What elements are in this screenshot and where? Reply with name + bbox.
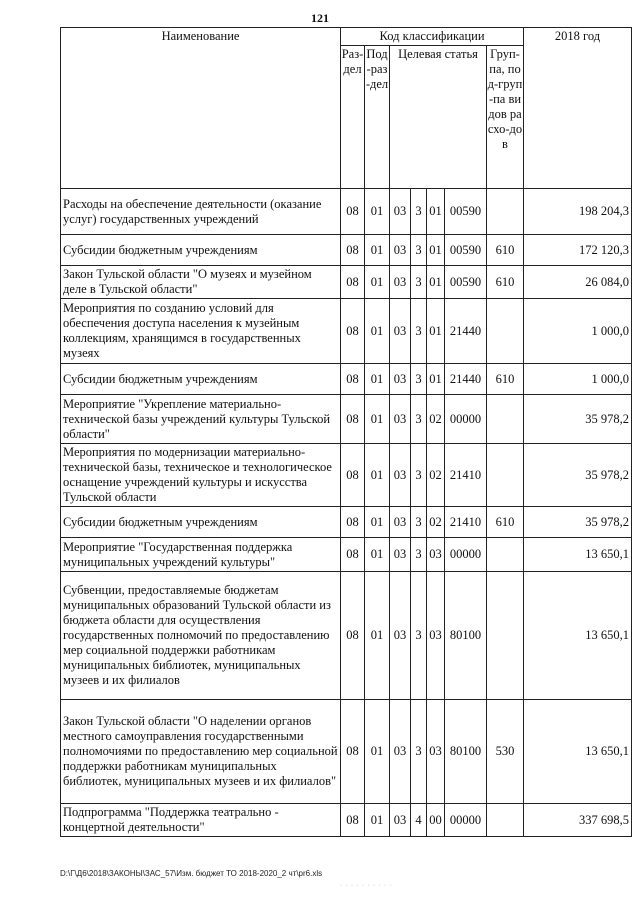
row-name: Расходы на обеспечение деятельности (оказание услуг) государственных учреждений bbox=[61, 189, 341, 235]
table-row bbox=[61, 299, 632, 364]
row-expense-group bbox=[487, 572, 524, 700]
file-path-footer: D:\Г\Д6\2018\ЗАКОНЫ\ЗАС_57\Изм. бюджет ТО 2018-2020_2 чт\pr6.xls bbox=[60, 869, 323, 878]
row-expense-group bbox=[487, 804, 524, 837]
table-row bbox=[61, 507, 632, 538]
row-section: 08 bbox=[341, 299, 365, 364]
row-expense-group bbox=[487, 299, 524, 364]
row-amount: 26 084,0 bbox=[524, 266, 632, 299]
row-subsection: 01 bbox=[365, 572, 390, 700]
row-target-direction: 00590 bbox=[445, 235, 487, 266]
row-target-direction: 80100 bbox=[445, 700, 487, 804]
row-section: 08 bbox=[341, 572, 365, 700]
row-amount: 35 978,2 bbox=[524, 395, 632, 444]
row-subsection: 01 bbox=[365, 507, 390, 538]
row-target-subprogram: 3 bbox=[411, 538, 427, 572]
row-name: Субвенции, предоставляемые бюджетам муниципальных образований Тульской области из бюджета области для осуществления государственных полномочий по предоставлению мер социальной поддержки работникам муниципальных библиотек, муниципальных музеев и их филиалов bbox=[61, 572, 341, 700]
row-target-subprogram: 3 bbox=[411, 266, 427, 299]
row-expense-group: 610 bbox=[487, 364, 524, 395]
scan-stamp: · · · · · · · · · · bbox=[340, 883, 393, 889]
row-name: Субсидии бюджетным учреждениям bbox=[61, 235, 341, 266]
table-row bbox=[61, 235, 632, 266]
row-target-event: 00 bbox=[427, 804, 445, 837]
row-target-program: 03 bbox=[390, 189, 411, 235]
row-target-subprogram: 3 bbox=[411, 572, 427, 700]
table-row bbox=[61, 538, 632, 572]
row-name: Субсидии бюджетным учреждениям bbox=[61, 364, 341, 395]
row-target-subprogram: 3 bbox=[411, 395, 427, 444]
header-subsection: Под-раз-дел bbox=[365, 46, 390, 189]
header-group: Груп-па, под-груп-па видов расхо-дов bbox=[487, 46, 524, 189]
row-section: 08 bbox=[341, 444, 365, 507]
row-subsection: 01 bbox=[365, 235, 390, 266]
row-amount: 35 978,2 bbox=[524, 444, 632, 507]
row-expense-group bbox=[487, 189, 524, 235]
row-target-subprogram: 3 bbox=[411, 444, 427, 507]
row-target-subprogram: 4 bbox=[411, 804, 427, 837]
row-subsection: 01 bbox=[365, 299, 390, 364]
row-name: Мероприятие "Укрепление материально-технической базы учреждений культуры Тульской области" bbox=[61, 395, 341, 444]
row-expense-group bbox=[487, 395, 524, 444]
row-subsection: 01 bbox=[365, 364, 390, 395]
row-section: 08 bbox=[341, 804, 365, 837]
row-subsection: 01 bbox=[365, 395, 390, 444]
table-row bbox=[61, 395, 632, 444]
row-subsection: 01 bbox=[365, 266, 390, 299]
header-classification: Код классификации bbox=[341, 28, 524, 46]
row-name: Подпрограмма "Поддержка театрально - концертной деятельности" bbox=[61, 804, 341, 837]
budget-table bbox=[60, 27, 632, 837]
row-target-program: 03 bbox=[390, 507, 411, 538]
row-expense-group: 610 bbox=[487, 235, 524, 266]
header-year: 2018 год bbox=[524, 28, 632, 189]
table-row bbox=[61, 444, 632, 507]
row-target-program: 03 bbox=[390, 395, 411, 444]
row-name: Мероприятия по модернизации материально-технической базы, техническое и технологическое оснащение учреждений культуры и искусства Тульской области bbox=[61, 444, 341, 507]
row-expense-group: 610 bbox=[487, 507, 524, 538]
row-expense-group: 610 bbox=[487, 266, 524, 299]
table-row bbox=[61, 364, 632, 395]
row-target-event: 03 bbox=[427, 700, 445, 804]
row-subsection: 01 bbox=[365, 804, 390, 837]
row-target-program: 03 bbox=[390, 538, 411, 572]
row-amount: 198 204,3 bbox=[524, 189, 632, 235]
row-target-program: 03 bbox=[390, 266, 411, 299]
row-target-event: 02 bbox=[427, 444, 445, 507]
row-target-direction: 00000 bbox=[445, 395, 487, 444]
row-target-direction: 21410 bbox=[445, 507, 487, 538]
row-target-direction: 21410 bbox=[445, 444, 487, 507]
row-target-program: 03 bbox=[390, 700, 411, 804]
row-section: 08 bbox=[341, 700, 365, 804]
row-target-program: 03 bbox=[390, 299, 411, 364]
row-name: Закон Тульской области "О музеях и музейном деле в Тульской области" bbox=[61, 266, 341, 299]
row-target-program: 03 bbox=[390, 235, 411, 266]
row-target-event: 02 bbox=[427, 395, 445, 444]
row-expense-group bbox=[487, 444, 524, 507]
row-section: 08 bbox=[341, 364, 365, 395]
table-body bbox=[61, 189, 632, 837]
table-row bbox=[61, 700, 632, 804]
row-amount: 13 650,1 bbox=[524, 700, 632, 804]
table-row bbox=[61, 266, 632, 299]
row-amount: 13 650,1 bbox=[524, 538, 632, 572]
row-target-program: 03 bbox=[390, 364, 411, 395]
row-amount: 35 978,2 bbox=[524, 507, 632, 538]
row-target-direction: 00590 bbox=[445, 266, 487, 299]
row-target-program: 03 bbox=[390, 444, 411, 507]
row-amount: 13 650,1 bbox=[524, 572, 632, 700]
row-target-subprogram: 3 bbox=[411, 235, 427, 266]
row-amount: 1 000,0 bbox=[524, 364, 632, 395]
row-target-direction: 21440 bbox=[445, 364, 487, 395]
row-expense-group: 530 bbox=[487, 700, 524, 804]
row-subsection: 01 bbox=[365, 444, 390, 507]
row-target-event: 03 bbox=[427, 572, 445, 700]
row-target-event: 01 bbox=[427, 299, 445, 364]
row-target-event: 01 bbox=[427, 189, 445, 235]
row-amount: 1 000,0 bbox=[524, 299, 632, 364]
row-target-event: 03 bbox=[427, 538, 445, 572]
row-target-event: 02 bbox=[427, 507, 445, 538]
table-row bbox=[61, 804, 632, 837]
header-target: Целевая статья bbox=[390, 46, 487, 189]
row-section: 08 bbox=[341, 266, 365, 299]
row-name: Закон Тульской области "О наделении органов местного самоуправления государственными полномочиями по предоставлению мер социальной поддержки работникам муниципальных библиотек, муниципальных музеев и их филиалов" bbox=[61, 700, 341, 804]
row-target-program: 03 bbox=[390, 572, 411, 700]
row-target-subprogram: 3 bbox=[411, 700, 427, 804]
page-number: 121 bbox=[311, 11, 329, 25]
row-amount: 172 120,3 bbox=[524, 235, 632, 266]
row-name: Мероприятия по созданию условий для обеспечения доступа населения к музейным коллекциям, хранящимся в государственных музеях bbox=[61, 299, 341, 364]
row-subsection: 01 bbox=[365, 538, 390, 572]
row-subsection: 01 bbox=[365, 189, 390, 235]
header-name: Наименование bbox=[61, 28, 341, 189]
row-target-event: 01 bbox=[427, 364, 445, 395]
row-expense-group bbox=[487, 538, 524, 572]
row-target-subprogram: 3 bbox=[411, 364, 427, 395]
row-name: Субсидии бюджетным учреждениям bbox=[61, 507, 341, 538]
row-target-event: 01 bbox=[427, 266, 445, 299]
table-row bbox=[61, 189, 632, 235]
row-section: 08 bbox=[341, 395, 365, 444]
row-target-event: 01 bbox=[427, 235, 445, 266]
row-section: 08 bbox=[341, 507, 365, 538]
row-target-subprogram: 3 bbox=[411, 299, 427, 364]
row-target-direction: 21440 bbox=[445, 299, 487, 364]
row-section: 08 bbox=[341, 235, 365, 266]
row-subsection: 01 bbox=[365, 700, 390, 804]
row-amount: 337 698,5 bbox=[524, 804, 632, 837]
row-target-program: 03 bbox=[390, 804, 411, 837]
row-name: Мероприятие "Государственная поддержка муниципальных учреждений культуры" bbox=[61, 538, 341, 572]
table-row bbox=[61, 572, 632, 700]
header-section: Раз-дел bbox=[341, 46, 365, 189]
row-target-direction: 00590 bbox=[445, 189, 487, 235]
row-target-direction: 00000 bbox=[445, 804, 487, 837]
row-target-subprogram: 3 bbox=[411, 507, 427, 538]
row-target-subprogram: 3 bbox=[411, 189, 427, 235]
row-target-direction: 00000 bbox=[445, 538, 487, 572]
row-section: 08 bbox=[341, 538, 365, 572]
row-section: 08 bbox=[341, 189, 365, 235]
row-target-direction: 80100 bbox=[445, 572, 487, 700]
